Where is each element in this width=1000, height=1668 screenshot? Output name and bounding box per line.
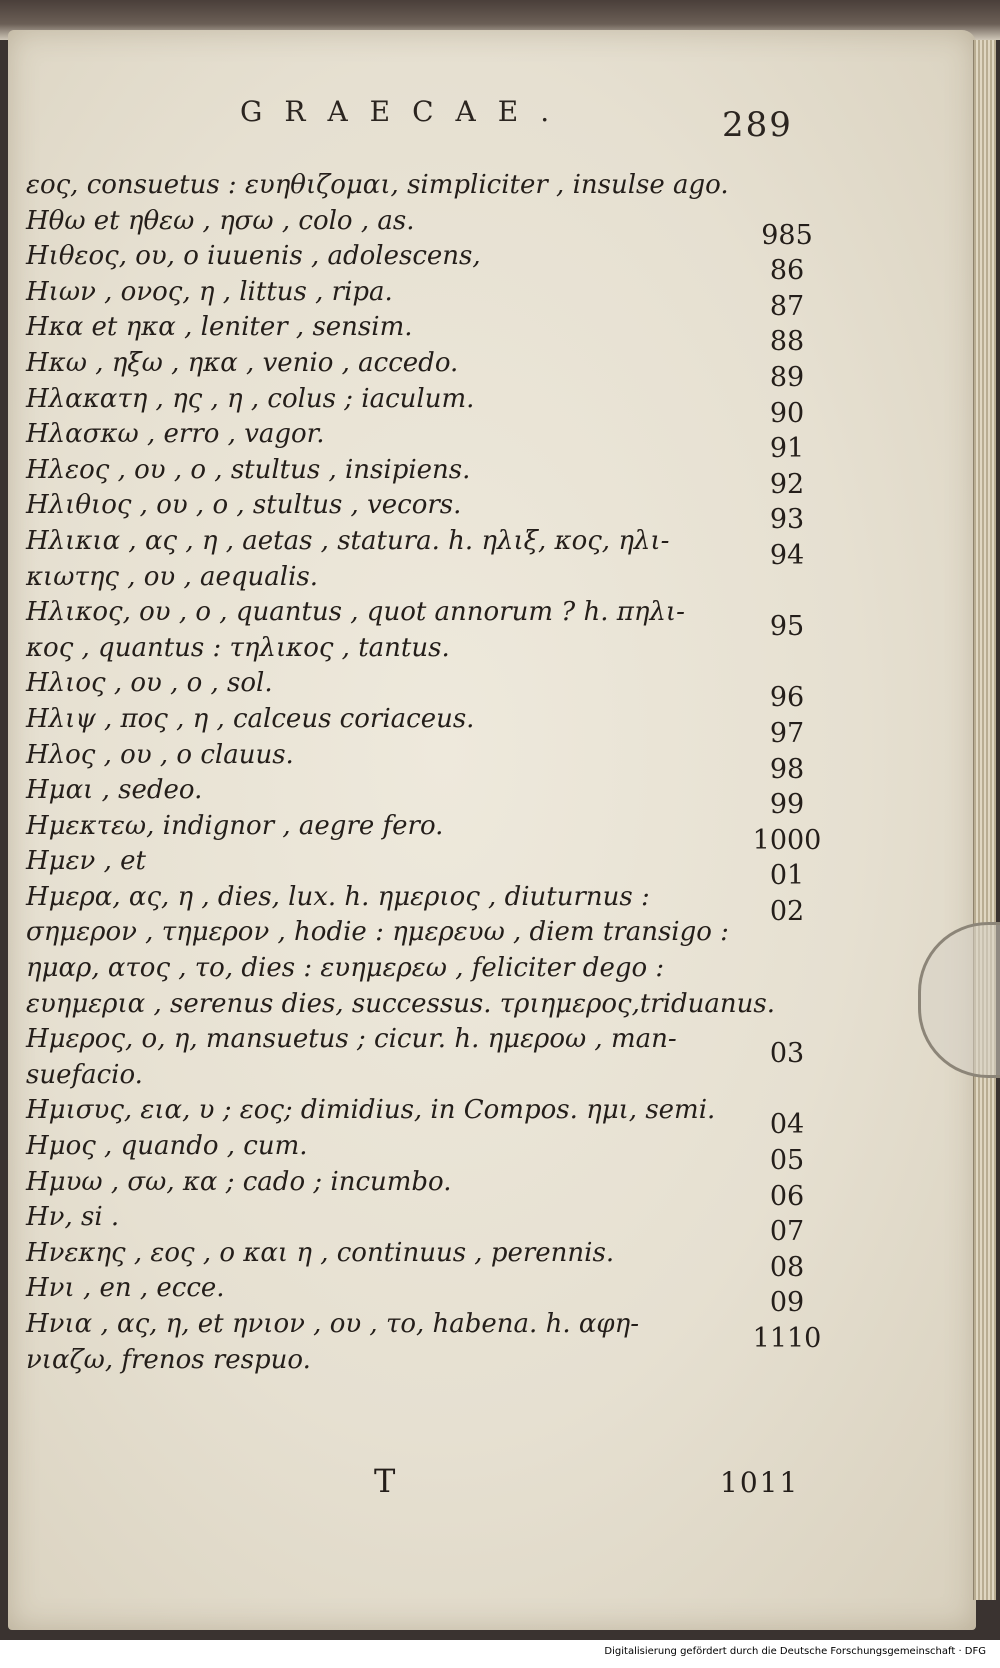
entry-number <box>742 1357 832 1393</box>
entry-number <box>742 182 832 218</box>
entry-line: Ηλιθιος , ου , ο , stultus , vecors. <box>26 490 462 521</box>
entry-number: 1000 <box>752 824 822 856</box>
entry-number: 96 <box>769 682 805 714</box>
entry-line: Ημερος, ο, η, mansuetus ; cicur. h. ημεροω , man- <box>26 1024 677 1055</box>
entry-line: Ημος , quando , cum. <box>26 1131 308 1162</box>
entry-number: 07 <box>769 1216 805 1248</box>
entry-number <box>742 929 832 965</box>
entry-line: εος, consuetus : ευηθιζομαι, simpliciter , insulse ago. <box>26 170 729 200</box>
entry-line: Ηθω et ηθεω , ησω , colo , as. <box>26 205 415 236</box>
entry-number: 1110 <box>752 1323 822 1354</box>
entry-number: 05 <box>769 1145 805 1177</box>
entry-number: 09 <box>769 1287 805 1319</box>
entry-number: 88 <box>769 326 805 358</box>
entry-number <box>742 574 832 610</box>
entry-number: 04 <box>769 1109 805 1141</box>
entry-line: ημαρ, ατος , το, dies : ευημερεω , feliciter dego : <box>26 953 665 984</box>
lexicon-entries <box>26 168 826 1378</box>
running-head: GRAECAE. <box>240 95 572 128</box>
entry-number: 91 <box>769 433 805 465</box>
entry-number <box>742 645 832 681</box>
entry-line: Ηλικος, ου , ο , quantus , quot annorum ? h. πηλι- <box>26 597 685 628</box>
entry-line: Ηλος , ου , ο clauus. <box>26 739 294 770</box>
entry-number: 87 <box>769 290 805 322</box>
entry-line: σημερον , τημερον , hodie : ημερευω , diem transigo : <box>26 917 729 948</box>
entry-line: ευημερια , serenus dies, successus. τριημερος,triduanus. <box>26 988 776 1019</box>
entry-number: 95 <box>769 611 805 643</box>
entry-number: 98 <box>769 753 805 785</box>
entry-number: 93 <box>769 504 805 536</box>
entry-line: Ημυω , σω, κα ; cado ; incumbo. <box>26 1166 452 1197</box>
dfg-credit: Digitalisierung gefördert durch die Deutsche Forschungsgemeinschaft · DFG <box>604 1646 986 1657</box>
entry-number: 06 <box>769 1180 805 1212</box>
entry-line: κος , quantus : τηλικος , tantus. <box>26 632 450 663</box>
entry-number <box>742 1072 832 1108</box>
entry-line: Ηλεος , ου , ο , stultus , insipiens. <box>26 454 471 485</box>
entry-line: Ηλικια , ας , η , aetas , statura. h. ηλιξ, κος, ηλι- <box>26 525 670 556</box>
entry-number: 02 <box>769 895 805 927</box>
entry-line: Ην, si . <box>26 1202 120 1233</box>
entry-number: 03 <box>769 1038 805 1070</box>
signature-mark: T <box>374 1462 396 1500</box>
entry-line: suefacio. <box>26 1059 143 1090</box>
digitization-footer <box>0 1640 1000 1668</box>
entry-line: Ηκω , ηξω , ηκα , venio , accedo. <box>26 347 459 378</box>
entry-number: 86 <box>769 255 805 287</box>
entry-number: 97 <box>769 717 805 749</box>
page-number: 289 <box>722 105 793 145</box>
catchword: 1011 <box>720 1466 800 1499</box>
entry-numbers <box>742 168 832 1378</box>
entry-number <box>742 965 832 1001</box>
entry-number: 08 <box>769 1251 805 1283</box>
entry-number: 985 <box>761 219 813 251</box>
entry-line: Ημεκτεω, indignor , aegre fero. <box>26 810 444 841</box>
entry-line: Ηλιος , ου , ο , sol. <box>26 668 273 699</box>
entry-line: κιωτης , ου , aequalis. <box>26 561 319 592</box>
entry-number: 90 <box>769 397 805 429</box>
entry-line: Ημισυς, εια, υ ; εος; dimidius, in Compos. ημι, semi. <box>26 1095 716 1126</box>
entry-number: 01 <box>769 860 805 892</box>
entry-line: Ηνι , en , ecce. <box>26 1273 225 1304</box>
entry-line: Ημεν , et <box>26 846 146 877</box>
entry-line: Ημαι , sedeo. <box>26 775 203 806</box>
entry-line: Ηιων , ονος, η , littus , ripa. <box>26 276 393 307</box>
entry-line: Ηιθεος, ου, ο iuuenis , adolescens, <box>26 241 481 272</box>
page-fore-edge <box>973 40 996 1600</box>
entry-number: 89 <box>769 361 805 393</box>
entry-number: 94 <box>769 539 805 571</box>
entry-line: Ημερα, ας, η , dies, lux. h. ημεριος , diuturnus : <box>26 881 650 912</box>
entry-number: 99 <box>769 789 805 821</box>
entry-line: Ηνεκης , εος , ο και η , continuus , perennis. <box>26 1237 615 1268</box>
entry-line: Ηλιψ , πος , η , calceus coriaceus. <box>26 703 475 734</box>
entry-line: Ηλακατη , ης , η , colus ; iaculum. <box>26 383 475 414</box>
entry-line: Ηνια , ας, η, et ηνιον , ου , το, habena. h. αφη- <box>26 1309 639 1339</box>
entry-line: Ηλασκω , erro , vagor. <box>26 419 325 450</box>
entry-line: Ηκα et ηκα , leniter , sensim. <box>26 312 413 343</box>
entry-line: νιαζω, frenos respuo. <box>26 1344 311 1375</box>
entry-number: 92 <box>769 468 805 500</box>
entry-number <box>742 1001 832 1037</box>
